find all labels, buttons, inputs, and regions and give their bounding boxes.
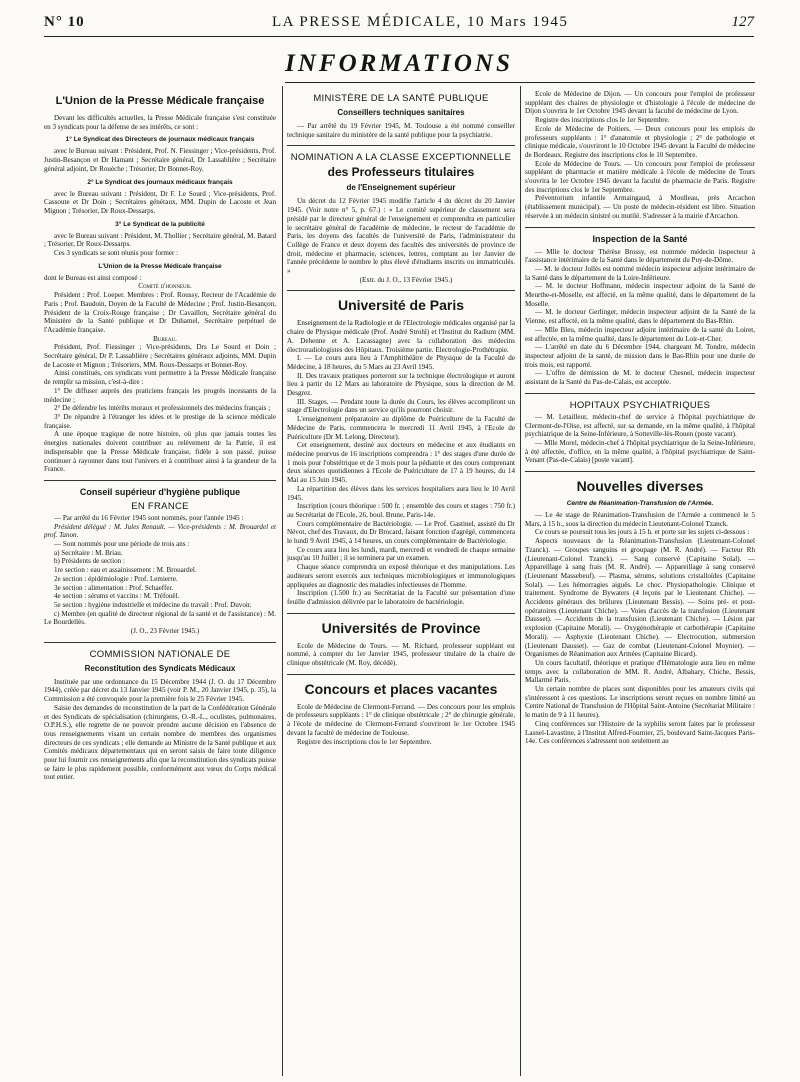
header-rule: [44, 36, 754, 37]
article-title: HOPITAUX PSYCHIATRIQUES: [569, 399, 711, 411]
separator: [525, 471, 755, 472]
article-title: Nouvelles diverses: [576, 478, 704, 495]
paragraph: Saisie des demandes de reconstitution de la part de la Confédération Générale et des Syndicats de spécialisation (chirurgiens, O.-R.-L., oculistes, pulmonaires, O.P.H.S.), elle regrette de ne pouvoir prendre aucune décision en l'absence de tous renseignements visant un certain nombre de membres des organismes directeurs de ces syndicats ; elle demande au Ministre de la Santé publique et aux Comités médicaux départementaux qui en seront saisis de faire toute diligence pour lui fournir ces renseignements afin que la reconstitution des syndicats puisse se faire le plus rapidement possible, conformément aux vœux du Corps médical tout entier.: [44, 703, 276, 782]
paragraph: II. Des travaux pratiques porteront sur la technique électrologique et auront lieu à partir du 12 Mars au laboratoire de Physique, sous la direction de M. Desgrez.: [287, 371, 515, 398]
separator: [525, 227, 755, 228]
paragraph: 3e section : alimentation : Prof. Schaeffer.: [54, 583, 174, 592]
article-subtitle: Centre de Réanimation-Transfusion de l'Armée.: [566, 500, 714, 508]
paragraph: L'enseignement préparatoire au diplôme de Puériculture de la Faculté de Médecine de Paris, commencera le mercredi 11 Avril 1945, à l'Ecole de Puériculture (Dr M. Lelong, Directeur).: [287, 415, 515, 441]
paragraph: — L'offre de démission de M. le docteur Chesnel, médecin inspecteur assistant de la Santé du Pas-de-Calais, est acceptée.: [525, 369, 755, 387]
paragraph: 5e section : hygiène industrielle et médecine du travail : Prof. Duvoir.: [54, 600, 252, 609]
paragraph: a) Secrétaire : M. Briau.: [54, 548, 123, 557]
paragraph: avec le Bureau suivant : Président, Dr F. Le Sourd ; Vice-présidents, Prof. Cassoute et Dr Doin ; Secrétaires généraux, MM. Dupin de Lacoste et Jean Mignon ; Trésorier, Dr Roux-Dessarps.: [44, 189, 276, 215]
paragraph: Inscription (1.500 fr.) au Secrétariat de la Faculté sur présentation d'une feuille d'admission délivrée par le laboratoire de bactériologie.: [287, 589, 515, 606]
separator: [44, 642, 276, 643]
paragraph: Ces 3 syndicats se sont réunis pour former :: [54, 249, 179, 258]
subheading: 2° Le Syndicat des journaux médicaux français: [87, 178, 233, 186]
paragraph: Président, Prof. Fiessinger ; Vice-présidents, Drs Le Sourd et Doin ; Secrétaire général, Dr P. Lassablière ; Secrétaires généraux adjoints, MM. Dupin de Lacoste et Mignon ; Trésoriers, MM. Roux-Dessarps et Bonnet-Roy.: [44, 343, 276, 369]
paragraph: Ecole de Médecine de Tours. — M. Richard, professeur suppléant est nommé, à compter du 1er Janvier 1945, professeur titulaire de la chaire de clinique obstétricale (M. Roy, décédé).: [287, 641, 515, 668]
paragraph: Un décret du 12 Février 1945 modifie l'article 4 du décret du 20 Janvier 1945. (Voir notre n° 5, p. 67.) : « Le comité supérieur de classement sera présidé par le directeur général de l'enseignement et comprendra en particulier le secrétaire général de l'académie de médecine, le recteur de l'académie de Paris, les doyens des facultés de l'université de Paris, l'administrateur du Collège de France et deux doyens des facultés des universités de province de droit, médecine et pharmacie, sciences, lettres, comptant au 1er Janvier de l'année précédente le nombre le plus élevé d'étudiants inscrits ou immatriculés. »: [287, 197, 515, 276]
paragraph: 2° De défendre les intérêts moraux et professionnels des médecins français ;: [54, 404, 271, 413]
source-citation: (Extr. du J. O., 13 Février 1945.): [359, 275, 453, 284]
paragraph: 2e section : épidémiologie : Prof. Lemierre.: [54, 574, 178, 583]
paragraph: Un certain nombre de places sont disponibles pour les amateurs civils qui s'intéressent à ces questions. Le inscriptions seront reçues en nombre limité au Centre National de Transfusion de l'Hôpital Saint-Antoine (Secrétariat Militaire : le matin de 9 à 11 heures).: [525, 685, 755, 720]
paragraph: — M. le docteur Hoffmann, médecin inspecteur adjoint de la Santé de Meurthe-et-Moselle, est affecté, en la même qualité, dans le département de la Moselle.: [525, 282, 755, 308]
paragraph: 3° De répandre à l'étranger les idées et le prestige de la science médicale française.: [44, 412, 276, 430]
subheading: 1° Le Syndicat des Directeurs de journaux médicaux français: [65, 136, 255, 144]
column-3: [525, 90, 755, 1075]
paragraph: — Mlle le docteur Thérèse Brossy, est nommée médecin inspecteur à l'assistance intérimaire de la Santé dans le département du Puy-de-Dôme.: [525, 247, 755, 265]
paragraph: Cours complémentaire de Bactériologie. — Le Prof. Gastinel, assisté du Dr Névot, chef des Travaux, du Dr Brocard, faisant fonction d'agrégé, commencera le lundi 9 Avril 1945, à 14 heures, un cours complémentaire de Bactériologie.: [287, 519, 515, 546]
article-title: COMMISSION NATIONALE DE: [89, 648, 231, 660]
paragraph: Ainsi constitués, ces syndicats vont permettre à la Presse Médicale française de remplir sa mission, c'est-à-dire :: [44, 369, 276, 387]
paragraph: Président délégué : M. Jules Renault. — Vice-présidents : M. Brouardel et prof. Tanon.: [44, 522, 276, 540]
journal-title: LA PRESSE MÉDICALE, 10 Mars 1945: [272, 14, 569, 30]
article-subtitle: Reconstitution des Syndicats Médicaux: [84, 663, 236, 673]
paragraph: — Mlle Bleu, médecin inspecteur adjoint intérimaire de la santé du Loiret, est affectée, en la même qualité, dans le département du Loir-et-Cher.: [525, 325, 755, 343]
paragraph: avec le Bureau suivant : Président, M. Thollier ; Secrétaire général, M. Batard ; Trésorier, Dr Roux-Dessarps.: [44, 231, 276, 249]
separator: [287, 674, 515, 675]
paragraph: Registre des inscriptions clos le 1er Septembre.: [535, 116, 670, 125]
paragraph: Cinq conférences sur l'Histoire de la syphilis seront faites par le professeur Lasnel-Lavastine, à l'Institut Alfred-Fournier, 25, boulevard Saint-Jacques Paris-14e. Ces conférences s'adressent non seulement au: [525, 719, 755, 746]
paragraph: — M. Letailleur, médecin-chef de service à l'hôpital psychiatrique de Clermont-de-l'Oise, est affecté, sur sa demande, en la même qualité, à l'hôpital psychiatrique de la Seine-Inférieure, à Sotteville-lès-Rouen (poste vacant).: [525, 412, 755, 439]
article-title: Inspection de la Santé: [592, 233, 688, 244]
subheading: L'Union de la Presse Médicale française: [98, 262, 222, 270]
column-divider-1: [282, 86, 283, 1076]
article-title: Concours et places vacantes: [304, 680, 498, 697]
separator: [287, 145, 515, 146]
paragraph: Préventorium infantile Armaingaud, à Moulleau, près Arcachon (établissement municipal). — Un poste de médecin-résident est libre. Situation réservée à un médecin sinistré ou mutilé. S'adresser à la mairie d'Arcachon.: [525, 194, 755, 220]
paragraph: I. — Le cours aura lieu à l'Amphithéâtre de Physique de la Faculté de Médecine, à 18 heures, du 5 Mars au 23 Avril 1945.: [287, 354, 515, 371]
paragraph: III. Stages. — Pendant toute la durée du Cours, les élèves accompliront un stage d'Electrologie dans un service qu'ils pourront choisir.: [287, 397, 515, 415]
section-banner: INFORMATIONS: [285, 50, 513, 77]
page-header: [44, 14, 754, 38]
separator: [287, 290, 515, 291]
column-2: [287, 90, 515, 1075]
paragraph: — Le 4e stage de Réanimation-Transfusion de l'Armée a commencé le 5 Mars, à 15 h., sous la direction du médecin Lieutenant-Colonel Tzanck.: [525, 511, 755, 528]
article-subtitle: EN FRANCE: [131, 500, 189, 512]
article-subtitle: des Professeurs titulaires: [327, 165, 475, 180]
article-title: MINISTÈRE DE LA SANTÉ PUBLIQUE: [313, 93, 489, 104]
banner-rule: [285, 82, 755, 83]
article-title: NOMINATION A LA CLASSE EXCEPTIONNELLE: [290, 152, 512, 164]
paragraph: 1° De diffuser auprès des praticiens français les progrès incessants de la médecine ;: [44, 386, 276, 404]
paragraph: Ecole de Médecine de Clermont-Ferrand. — Des concours pour les emplois de professeurs suppléants : 1° de clinique obstétricale ; 2° de chirurgie générale, à l'école de médecine de Clermont-Ferrand s'ouvriront le 1er Octobre 1945 devant la faculté de médecine de Toulouse.: [287, 702, 515, 737]
source-citation: (J. O., 23 Février 1945.): [130, 627, 200, 636]
paragraph: Cet enseignement, destiné aux docteurs en médecine et aux étudiants en médecine pourvus de 16 inscriptions comprendra : 1° des stages d'une durée de 1 mois pour l'obstétrique et de 3 mois pour la pédiatrie et des cours comprenant deux séances quotidiennes à l'Ecole de Puériculture de 17 à 19 heures, du 14 Mai au 15 Juin 1945.: [287, 441, 515, 485]
paragraph: avec le Bureau suivant : Président, Prof. N. Fiessinger ; Vice-présidents, Prof. Justin-Besançon et Dr Hamant ; Secrétaire général, Dr Lassablière ; Secrétaire général adjoint, Dr Rouèche ; Trésorier, Dr Bonnet-Roy.: [44, 147, 276, 173]
paragraph: — Mlle Morel, médecin-chef à l'hôpital psychiatrique de la Seine-Inférieure, à été affectée, d'office, en la même qualité, à l'hôpital psychiatrique de Saint-Venant (Pas-de-Calais) [poste vacant].: [525, 438, 755, 465]
page-number: 127: [731, 14, 754, 30]
paragraph: Devant les difficultés actuelles, la Presse Médicale française s'est constituée en 3 syndicats pour la défense de ses intérêts, ce sont :: [44, 114, 276, 131]
paragraph: dont le Bureau est ainsi composé :: [44, 273, 142, 282]
article-title: Universités de Province: [321, 619, 481, 636]
separator: [287, 613, 515, 614]
paragraph: — Par arrêté du 19 Février 1945, M. Toulouse a été nommé conseiller technique sanitaire du ministère de la santé publique pour la psychiatrie.: [287, 122, 515, 139]
paragraph: Ecole de Médecine de Tours. — Un concours pour l'emploi de professeur suppléant de pharmacie et matière médicale à l'école de médecine de Tours s'ouvrira le 1er Octobre 1945 devant la faculté de pharmacie de Paris. Registre des inscriptions clos le 1er Septembre.: [525, 159, 755, 194]
subheading: 3° Le Syndicat de la publicité: [115, 220, 205, 228]
paragraph: A une époque tragique de notre histoire, où plus que jamais toutes les énergies nationales doivent contribuer au relèvement de la Patrie, il est indispensable que la Presse Médicale française, fidèle à son passé, puisse continuer à rayonner dans tout l'univers et à contribuer ainsi à la grandeur de la France.: [44, 430, 276, 474]
paragraph: Inscription (cours théorique : 500 fr. ; ensemble des cours et stages : 750 fr.) au Secrétariat de l'Ecole, 26, boul. Brune, Paris-14e.: [287, 502, 515, 519]
paragraph: — Par arrêté du 16 Février 1945 sont nommés, pour l'année 1945 :: [54, 513, 244, 522]
paragraph: — M. le docteur Jollès est nommé médecin inspecteur adjoint intérimaire de la Santé dans le département de la Loire-Inférieure.: [525, 264, 755, 282]
article-title: L'Union de la Presse Médicale française: [55, 95, 265, 107]
issue-number: N° 10: [44, 14, 85, 30]
paragraph: — L'arrêté en date du 6 Décembre 1944, chargeant M. Tondre, médecin inspecteur adjoint de la santé, de mission dans le Bas-Rhin pour une durée de trois mois, est rapporté.: [525, 343, 755, 369]
paragraph: Enseignement de la Radiologie et de l'Electrologie médicales organisé par la chaire de Physique médicale (Prof. André Strohl) et l'Institut du Radium (MM. A. Dehenne et A. Lacassagne) avec la collaboration des médecins électroradiologistes des Hôpitaux. Troisième partie. Electrologie-Prothétrapie.: [287, 319, 515, 354]
paragraph: Chaque séance comprendra un exposé théorique et des manipulations. Les auditeurs seront exercés aux techniques microbiologiques et immunologiques appliquées au diagnostic des maladies infectieuses de l'homme.: [287, 563, 515, 589]
subheading: Bureau.: [153, 334, 177, 343]
article-title: Université de Paris: [337, 297, 465, 314]
separator: [525, 393, 755, 394]
paragraph: Registre des inscriptions clos le 1er Septembre.: [297, 737, 432, 746]
paragraph: Ce cours se poursuit tous les jours à 15 h. et porte sur les sujets ci-dessous :: [535, 528, 750, 537]
article-title: Conseil supérieur d'hygiène publique: [79, 486, 241, 497]
paragraph: Président : Prof. Loeper. Membres : Prof. Roussy, Recteur de l'Académie de Paris ; Prof. Baudoin, Doyen de la Faculté de Médecine ; Prof. Justin-Besançon, Président de la Croix-Rouge française ; Dr Cavaillon, Secrétaire général du Ministère de la Santé publique et Dr Duhamel, Secrétaire perpétuel de l'Académie française.: [44, 291, 276, 334]
paragraph: b) Présidents de section :: [54, 557, 125, 566]
paragraph: c) Membre (en qualité de directeur régional de la santé et de l'assistance) : M. Le Bourdellès.: [44, 609, 276, 627]
paragraph: Ecole de Médecine de Poitiers. — Deux concours pour les emplois de professeurs suppléants : 1° d'anatomie et physiologie ; 2° de pathologie et clinique médicale, s'ouvriront le 10 Octobre 1945 devant la Faculté de médecine de Bordeaux. Registre des inscriptions clos le 10 Septembre.: [525, 124, 755, 159]
column-1: [44, 90, 276, 1075]
paragraph: Instituée par une ordonnance du 15 Décembre 1944 (J. O. du 17 Décembre 1944), créée par décret du 13 Janvier 1945 (voir P. M., 20 Janvier 1945, p. 35), la Commission a été convoquée pour la première fois le 25 Février 1945.: [44, 677, 276, 704]
paragraph: — M. le docteur Gerlinger, médecin inspecteur adjoint de la Santé de la Vienne, est affecté, en la même qualité, dans le département du Bas-Rhin.: [525, 308, 755, 326]
article-subtitle: de l'Enseignement supérieur: [346, 183, 456, 193]
article-subtitle: Conseillers techniques sanitaires: [337, 108, 465, 117]
paragraph: La répartition des élèves dans les services hospitaliers aura lieu le 10 Avril 1945.: [287, 484, 515, 502]
paragraph: Aspects nouveaux de la Réanimation-Transfusion (Lieutenant-Colonel Tzanck). — Groupes sanguins et groupage (M. R. André). — Facteur Rh (Lieutenant-Colonel Tzanck). — Sang conservé (Capitaine Solal). — Appareillage à sang frais (M. R. André). — Appareillage à sang conservé (Lieutenant Massebeuf). — Plasma, sérums, solutions cristalloïdes (Capitaine Solal). — Les hémorragies aiguës. Le choc. Physiopathologie. Clinique et traitement. Syndrome de Bywaters (4 leçons par le Lieutenant Chiche). — Accidents généraux des brûlures (Lieutenant Bessis). — Soins pré- et post-opératoires (Lieutenant Chiche). — Voies d'accès de la transfusion (Lieutenant Dausset). — Accidents de la transfusion (Lieutenant Chiche). — Lésion par explosion (Capitaine Morali). — Oxygénothérapie et carbothérapie (Capitaine Morali). — Asphyxie (Lieutenant Chiche). — Electrocution, submersion (Lieutenant Dausset). — Gaz de combat (Lieutenant-Colonel Moynier). — Organismes de Réanimation aux Armées (Capitaine Bicard).: [525, 537, 755, 659]
paragraph: 4e section : sérums et vaccins : M. Tréfouël.: [54, 592, 180, 601]
subheading: Comité d'honneur.: [138, 282, 192, 291]
paragraph: Ecole de Médecine de Dijon. — Un concours pour l'emploi de professeur suppléant des chaires de physiologie et d'histologie à l'école de médecine de Dijon s'ouvrira le 1er Octobre 1945 devant la faculté de médecine de Lyon.: [525, 90, 755, 116]
paragraph: Ce cours aura lieu les lundi, mardi, mercredi et vendredi de chaque semaine jusqu'au 10 Juillet ; il se terminera par un examen.: [287, 545, 515, 563]
separator: [44, 480, 276, 481]
paragraph: 1re section : eau et assainissement : M. Brouardel.: [54, 566, 197, 575]
paragraph: Un cours facultatif, théorique et pratique d'Hématologie aura lieu en même temps avec la collaboration de MM. R. André, Albahary, Chiche, Bessis, Mallarmé Paris.: [525, 658, 755, 685]
column-divider-2: [520, 86, 521, 1076]
paragraph: — Sont nommés pour une période de trois ans :: [54, 540, 190, 549]
